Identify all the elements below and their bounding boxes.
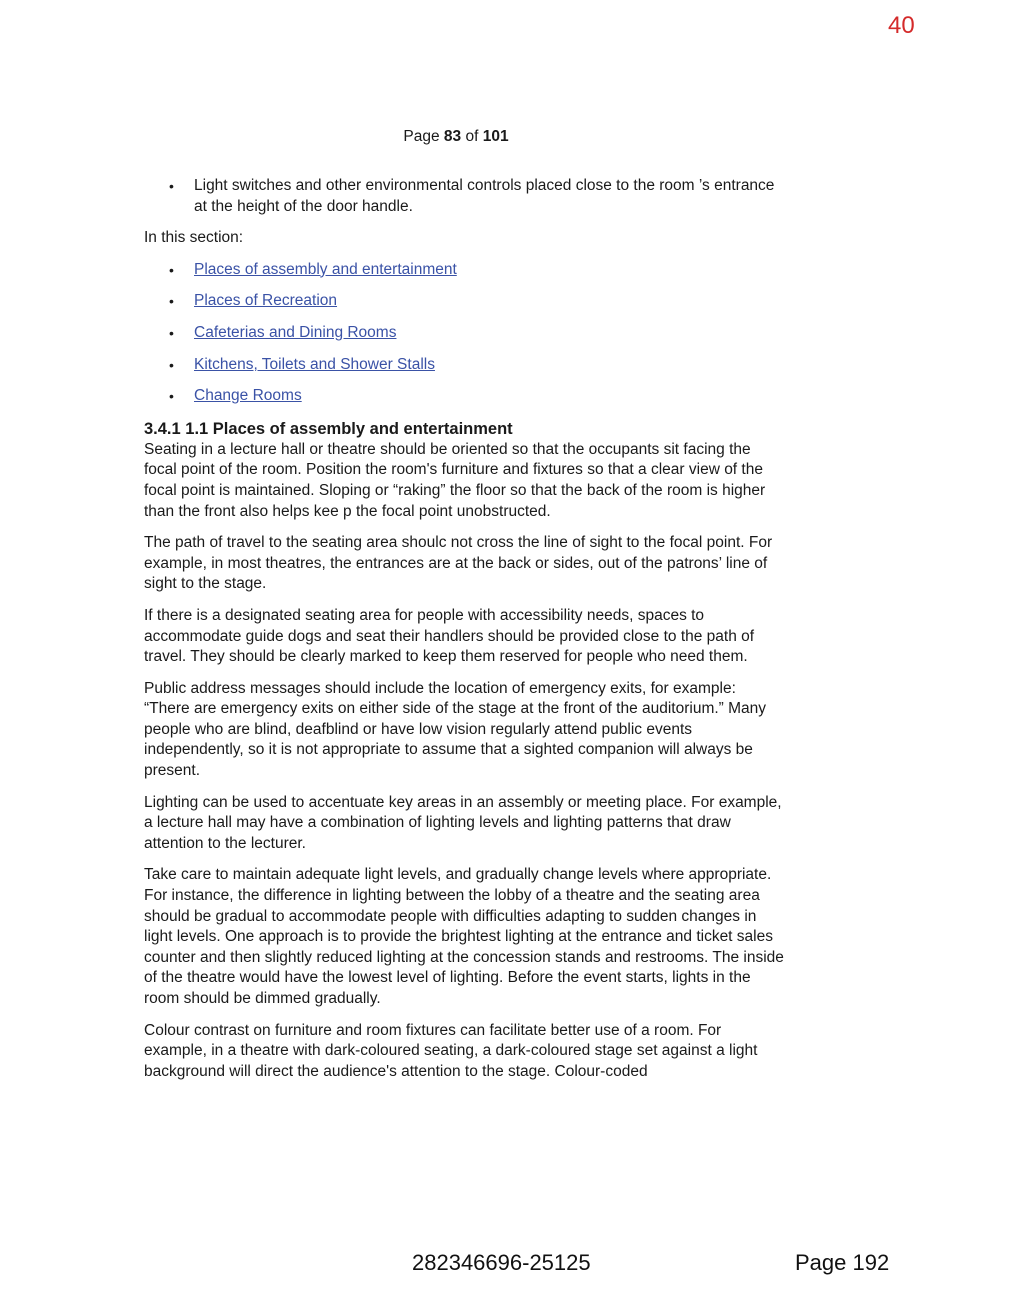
paragraph: Seating in a lecture hall or theatre should be oriented so that the occupants sit facing the focal point of the room. Position the room's furniture and fixtures so that a clear view of the focal point is maintained. Sloping or “raking” the floor so that the back of the room is higher than the front also helps kee p the focal point unobstructed. <box>144 440 766 520</box>
list-item <box>144 355 784 376</box>
list-item <box>144 323 784 344</box>
page-header-middle: of <box>461 128 483 145</box>
page-header <box>0 128 912 146</box>
link-places-of-assembly[interactable]: Places of assembly and entertainment <box>194 260 457 278</box>
paragraph: Colour contrast on furniture and room fixtures can facilitate better use of a room. For example, in a theatre with dark-coloured seating, a dark-coloured stage set against a light background will direct the audience's attention to the stage. Colour-coded <box>144 1021 758 1080</box>
paragraph: If there is a designated seating area for people with accessibility needs, spaces to accommodate guide dogs and seat their handlers should be provided close to the path of travel. They should be clearly marked to keep them reserved for people who need them. <box>144 606 755 666</box>
link-change-rooms[interactable]: Change Rooms <box>194 387 302 405</box>
page-header-prefix: Page <box>403 128 444 145</box>
list-item <box>144 291 784 312</box>
paragraph: The path of travel to the seating area shoulc not cross the line of sight to the focal point. For example, in most theatres, the entrances are at the back or sides, out of the patrons’ line of sight to the stage. <box>144 534 773 593</box>
list-item <box>144 386 784 407</box>
section-heading: 3.4.1 1.1 Places of assembly and entertainment <box>144 419 513 438</box>
paragraph: Take care to maintain adequate light levels, and gradually change levels where appropriate. For instance, the difference in lighting between the lobby of a theatre and the seating area should be gradual to accommodate people with difficulties adapting to sudden changes in light levels. One approach is to provide the brightest lighting at the entrance and ticket sales counter and then slightly reduced lighting at the concession stands and restrooms. The inside of the theatre would have the lowest level of lighting. Before the event starts, lights in the room should be dimmed gradually. <box>144 866 784 1007</box>
page-header-total: 101 <box>482 128 509 145</box>
link-places-of-recreation[interactable]: Places of Recreation <box>194 292 338 310</box>
document-body <box>144 176 784 1093</box>
link-kitchens-toilets[interactable]: Kitchens, Toilets and Shower Stalls <box>194 355 435 373</box>
paragraph: Lighting can be used to accentuate key areas in an assembly or meeting place. For example, a lecture hall may have a combination of lighting levels and lighting patterns that draw attention to the lecturer. <box>144 793 782 852</box>
top-bullet-list <box>144 176 784 217</box>
footer-document-code: 282346696-25125 <box>412 1250 591 1275</box>
stamp-page-number: 40 <box>888 12 915 39</box>
list-item <box>144 260 784 281</box>
footer-page-label: Page 192 <box>795 1250 890 1275</box>
paragraph: Public address messages should include the location of emergency exits, for example: “There are emergency exits on either side of the stage at the front of the auditorium.” Many people who are blind, deafblind or have low vision regularly attend public events independently, so it is not appropriate to assume that a sighted companion will always be present. <box>144 679 767 780</box>
section-link-list <box>144 260 784 407</box>
link-cafeterias[interactable]: Cafeterias and Dining Rooms <box>194 323 397 341</box>
page-header-current: 83 <box>443 128 462 145</box>
section-intro: In this section: <box>144 229 244 247</box>
list-item: • Light switches and other environmental controls placed close to the room ’s entrance at the height of the door handle. <box>144 176 784 217</box>
